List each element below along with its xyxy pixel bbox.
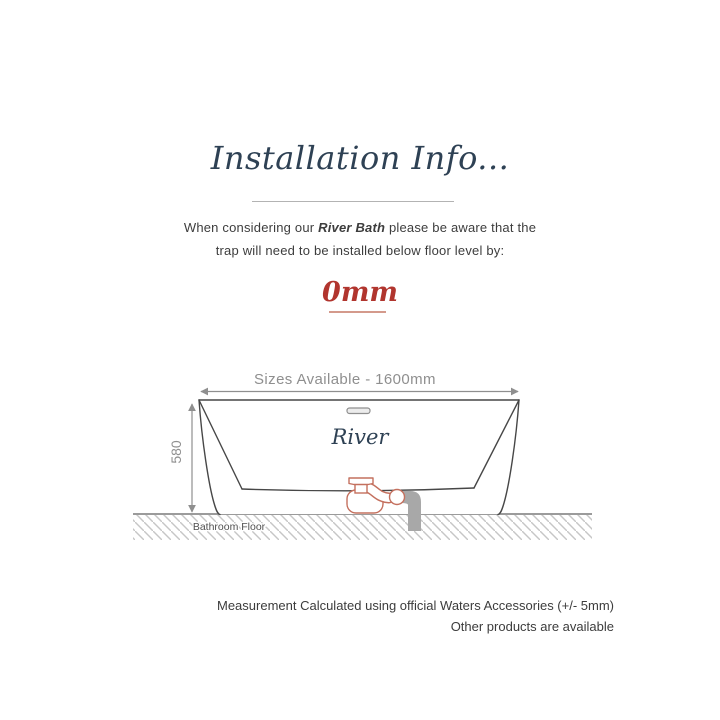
bath-name-label: River: [331, 425, 389, 449]
height-label: 580: [168, 440, 184, 464]
floor-label: Bathroom Floor: [192, 521, 266, 533]
intro-text-pre: When considering our: [183, 220, 319, 235]
footer-note: [54, 595, 614, 637]
intro-line-2: trap will need to be installed below floor level by:: [215, 243, 505, 258]
product-name: River Bath: [318, 220, 386, 235]
page-title: Installation Info...: [210, 139, 510, 177]
intro-text-post: please be aware that the: [385, 220, 537, 235]
footer-line-2: Other products are available: [450, 619, 614, 634]
overflow-slot: [347, 408, 370, 414]
footer-line-1: Measurement Calculated using official Waters Accessories (+/- 5mm): [216, 598, 614, 613]
bath-installation-diagram: [115, 355, 605, 550]
title-divider: [252, 201, 454, 202]
intro-line-1: [0, 220, 720, 235]
size-label: Sizes Available - 1600mm: [254, 371, 436, 388]
trap-depth-value: 0mm: [322, 277, 398, 308]
trap-depth-underline: [329, 311, 386, 313]
